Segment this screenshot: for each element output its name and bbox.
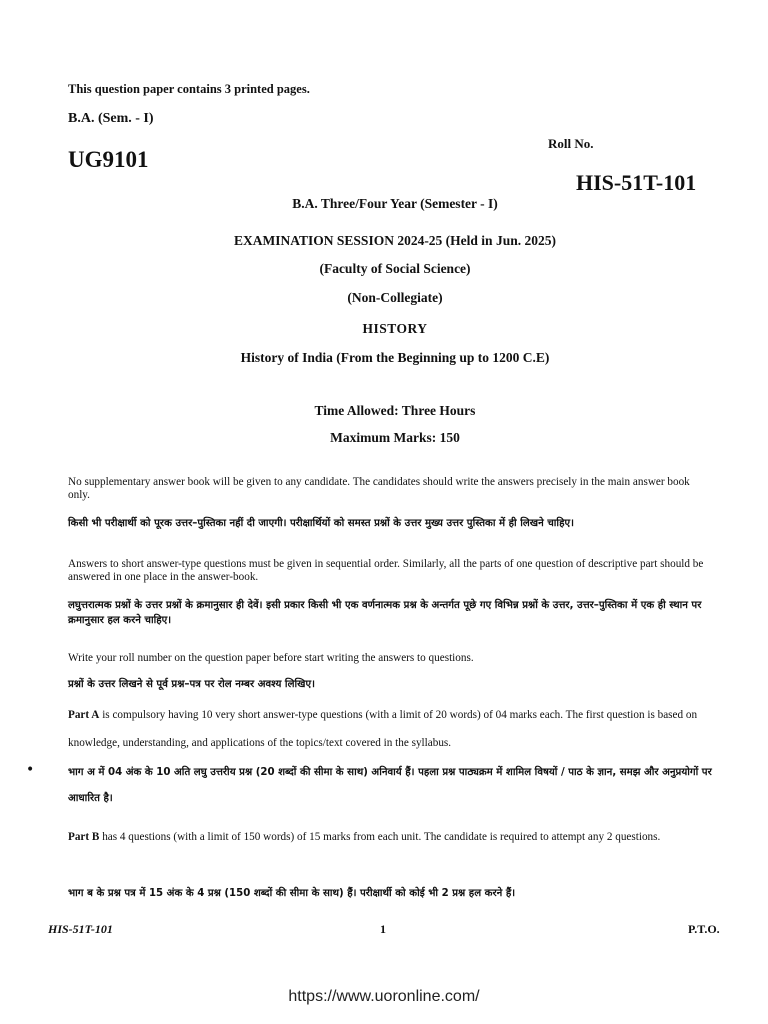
exam-code: UG9101 xyxy=(68,147,149,172)
maximum-marks: Maximum Marks: 150 xyxy=(330,430,460,445)
instruction-part-a xyxy=(68,701,713,757)
faculty-line: (Faculty of Social Science) xyxy=(319,261,471,276)
pto-label: P.T.O. xyxy=(688,922,720,936)
instruction-hi-5: भाग ब के प्रश्न पत्र में 15 अंक के 4 प्रश्न (150 शब्दों की सीमा के साथ) हैं। परीक्षार्थी को कोई भी 2 प्रश्न हल करने हैं। xyxy=(68,888,516,899)
instruction-en-3: Write your roll number on the question paper before start writing the answers to questions. xyxy=(68,652,474,664)
part-b-text: has 4 questions (with a limit of 150 words) of 15 marks from each unit. The candidate is required to attempt any 2 questions. xyxy=(99,831,661,843)
time-allowed: Time Allowed: Three Hours xyxy=(314,403,476,418)
instruction-en-2: Answers to short answer-type questions must be given in sequential order. Similarly, all the parts of one question of descriptive part should be answered in one place in the answer-book. xyxy=(68,558,704,583)
programme-line: B.A. Three/Four Year (Semester - I) xyxy=(292,196,498,211)
footer-paper-code: HIS-51T-101 xyxy=(48,922,113,936)
session-line: EXAMINATION SESSION 2024-25 (Held in Jun. 2025) xyxy=(234,233,556,248)
collegiate-line: (Non-Collegiate) xyxy=(347,290,443,305)
page-number: 1 xyxy=(380,922,386,936)
roll-no-label: Roll No. xyxy=(548,136,594,151)
subject-title: HISTORY xyxy=(362,321,428,336)
instruction-hi-2: लघुत्तरात्मक प्रश्नों के उत्तर प्रश्नों के क्रमानुसार ही देवें। इसी प्रकार किसी भी एक वर्णनात्मक प्रश्न के अन्तर्गत पूछे गए विभिन्न प्रश्नों के उत्तर, उत्तर–पुस्तिका में एक ही स्थान पर क्रमानुसार हल करने चाहिए। xyxy=(68,600,702,626)
instruction-hi-3: प्रश्नों के उत्तर लिखने से पूर्व प्रश्न–पत्र पर रोल नम्बर अवश्य लिखिए। xyxy=(68,679,315,690)
bullet-dot: • xyxy=(26,762,35,778)
part-b-label: Part B xyxy=(68,831,100,843)
part-a-label: Part A xyxy=(68,709,100,721)
instruction-en-1: No supplementary answer book will be given to any candidate. The candidates should write the answers precisely in the main answer book only. xyxy=(68,476,690,501)
instruction-hi-4: भाग अ में 04 अंक के 10 अति लघु उत्तरीय प्रश्न (20 शब्दों की सीमा के साथ) अनिवार्य हैं। पहला प्रश्न पाठ्यक्रम में शामिल विषयों / पाठ के ज्ञान, समझ और अनुप्रयोगों पर आधारित है। xyxy=(68,767,712,804)
instruction-part-b xyxy=(68,820,713,854)
paper-title: History of India (From the Beginning up to 1200 C.E) xyxy=(240,350,550,365)
instruction-hi-1: किसी भी परीक्षार्थी को पूरक उत्तर–पुस्तिका नहीं दी जाएगी। परीक्षार्थियों को समस्त प्रश्नों के उत्तर मुख्य उत्तर पुस्तिका में ही लिखने चाहिए। xyxy=(68,518,574,529)
paper-code: HIS-51T-101 xyxy=(576,170,697,195)
semester-label: B.A. (Sem. - I) xyxy=(68,111,154,126)
pages-count-note: This question paper contains 3 printed pages. xyxy=(68,82,310,96)
source-url: https://www.uoronline.com/ xyxy=(288,988,480,1005)
part-a-text: is compulsory having 10 very short answer-type questions (with a limit of 20 words) of 04 marks each. The first question is based on knowledge, understanding, and applications of the topics/text covered in the syllabus. xyxy=(68,709,698,749)
